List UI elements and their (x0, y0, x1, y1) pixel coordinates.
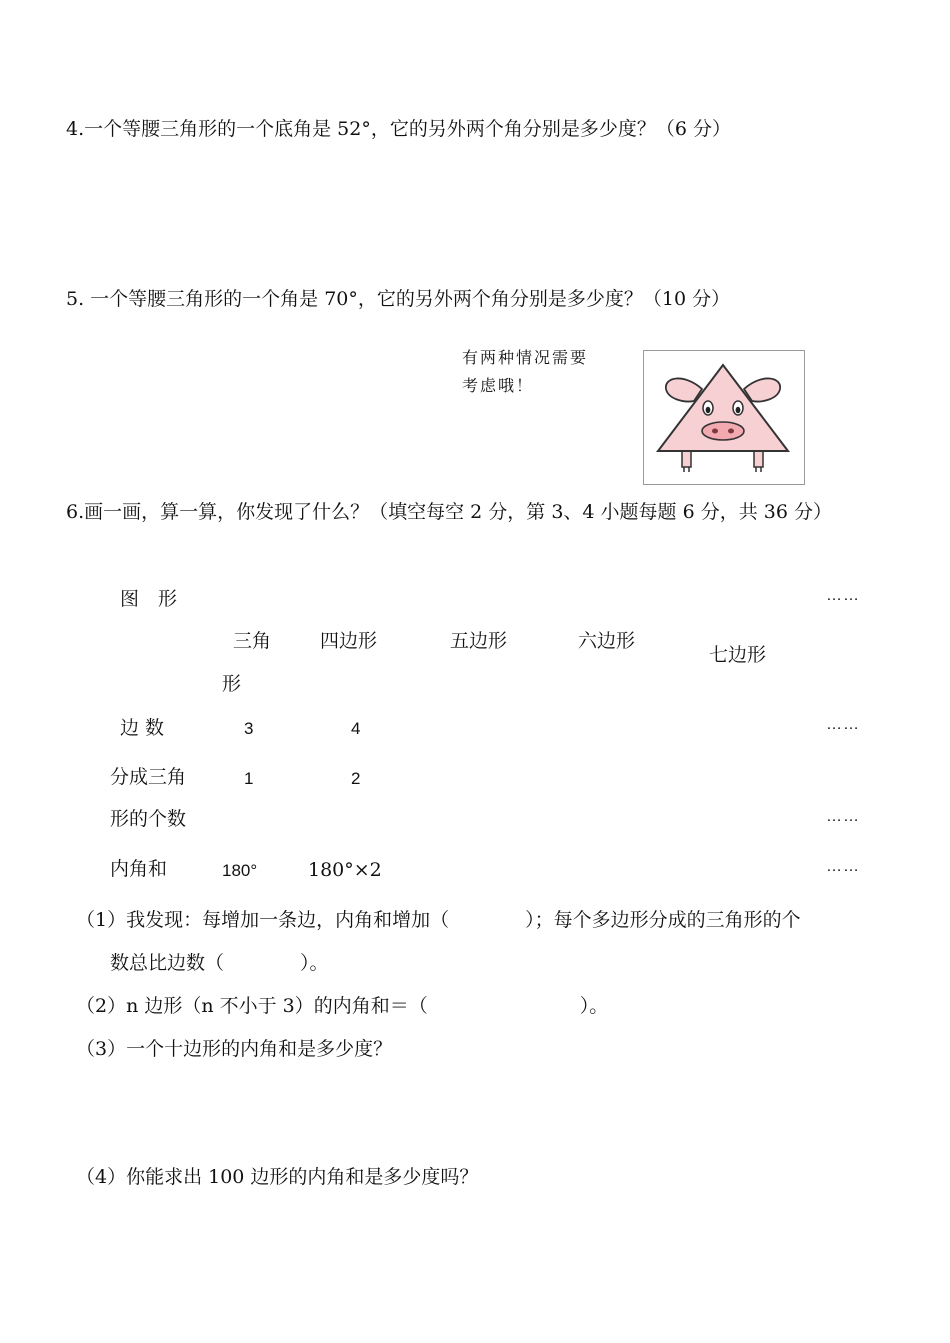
row-label-sides: 边 数 (120, 717, 165, 739)
shape-hexagon: 六边形 (578, 630, 636, 652)
hint-line-1: 有两种情况需要 (462, 348, 589, 367)
row-label-angle-sum: 内角和 (110, 858, 168, 880)
shape-quadrilateral: 四边形 (320, 630, 378, 652)
question-4: 4.一个等腰三角形的一个底角是 52°，它的另外两个角分别是多少度？（6 分） (66, 118, 731, 140)
pig-illustration (643, 350, 805, 485)
sub-question-1-line-1: （1）我发现：每增加一条边，内角和增加（ ）；每个多边形分成的三角形的个 (76, 909, 801, 931)
row-label-triangles-1: 分成三角 (110, 766, 187, 788)
angle-sum-triangle: 180° (222, 861, 258, 880)
question-5: 5. 一个等腰三角形的一个角是 70°，它的另外两个角分别是多少度？（10 分） (66, 288, 731, 310)
sub-question-1-line-2: 数总比边数（ ）。 (110, 952, 329, 974)
row-label-triangles-2: 形的个数 (110, 808, 187, 830)
shape-triangle-part2: 形 (222, 673, 242, 695)
angle-sum-quadrilateral: 180°×2 (308, 859, 382, 881)
pig-triangle-icon (644, 351, 804, 484)
row-sides-ellipsis: …… (826, 716, 860, 733)
row-triangles-ellipsis: …… (826, 808, 860, 825)
shape-heptagon: 七边形 (709, 644, 767, 666)
shape-pentagon: 五边形 (450, 630, 508, 652)
sub-question-4: （4）你能求出 100 边形的内角和是多少度吗？ (76, 1166, 479, 1188)
sides-quadrilateral: 4 (351, 719, 361, 738)
hint-line-2: 考虑哦！ (462, 376, 535, 395)
sides-triangle: 3 (244, 719, 254, 738)
row-angle-sum-ellipsis: …… (826, 858, 860, 875)
question-6: 6.画一画，算一算，你发现了什么？（填空每空 2 分，第 3、4 小题每题 6 分，共 36 分） (66, 501, 832, 523)
triangles-triangle: 1 (244, 769, 254, 788)
sub-question-2: （2）n 边形（n 不小于 3）的内角和＝（ ）。 (76, 995, 609, 1017)
triangles-quadrilateral: 2 (351, 769, 361, 788)
row-label-shape: 图 形 (120, 588, 178, 610)
row-shape-ellipsis: …… (826, 587, 860, 604)
sub-question-3: （3）一个十边形的内角和是多少度？ (76, 1038, 393, 1060)
shape-triangle-part1: 三角 (233, 630, 272, 652)
